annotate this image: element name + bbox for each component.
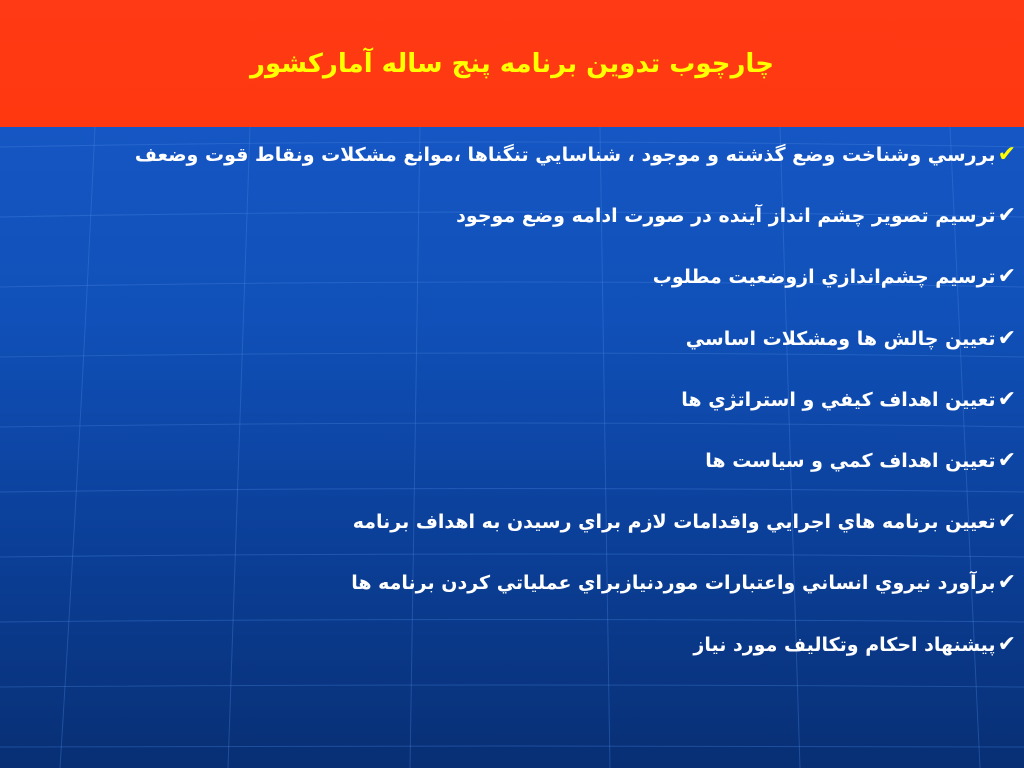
bullet-text: بررسي وشناخت وضع گذشته و موجود ، شناسايي تنگناها ،موانع مشكلات ونقاط قوت وضعف <box>134 144 996 166</box>
bullet-item <box>40 628 1016 689</box>
checkmark-icon: ✔ <box>997 142 1016 167</box>
bullet-item <box>40 138 1016 199</box>
bullet-item <box>40 444 1016 505</box>
bullet-text: تعيين چالش ها ومشكلات اساسي <box>685 327 996 350</box>
bullet-text: تعيين اهداف كمي و سياست ها <box>705 449 996 472</box>
bullet-item <box>40 199 1016 260</box>
checkmark-icon: ✔ <box>997 386 1016 412</box>
checkmark-icon: ✔ <box>997 631 1016 657</box>
checkmark-icon: ✔ <box>997 509 1016 535</box>
bullet-text: تعيين برنامه هاي اجرايي واقدامات لازم براي رسيدن به اهداف برنامه <box>352 511 996 534</box>
bullet-text: ترسيم تصوير چشم انداز آينده در صورت ادامه وضع موجود <box>456 205 996 228</box>
bullet-item <box>40 322 1016 383</box>
checkmark-icon: ✔ <box>997 325 1016 351</box>
bullet-item <box>40 260 1016 321</box>
checkmark-icon: ✔ <box>997 264 1016 290</box>
bullet-item <box>40 383 1016 444</box>
bullet-text: برآورد نيروي انساني واعتبارات موردنيازبراي عملياتي كردن برنامه ها <box>351 572 996 595</box>
checkmark-icon: ✔ <box>997 203 1016 229</box>
slide-title: چارچوب تدوين برنامه پنج ساله آماركشور <box>250 49 774 79</box>
bullet-list <box>40 138 1016 689</box>
bullet-item <box>40 566 1016 627</box>
checkmark-icon: ✔ <box>997 447 1016 473</box>
bullet-text: پيشنهاد احكام وتكاليف مورد نياز <box>693 633 996 656</box>
title-bar <box>0 0 1024 127</box>
bullet-item <box>40 505 1016 566</box>
bullet-text: ترسيم چشم‌اندازي ازوضعيت مطلوب <box>652 266 996 289</box>
bullet-text: تعيين اهداف كيفي و استراتژي ها <box>681 388 996 411</box>
checkmark-icon: ✔ <box>997 570 1016 596</box>
